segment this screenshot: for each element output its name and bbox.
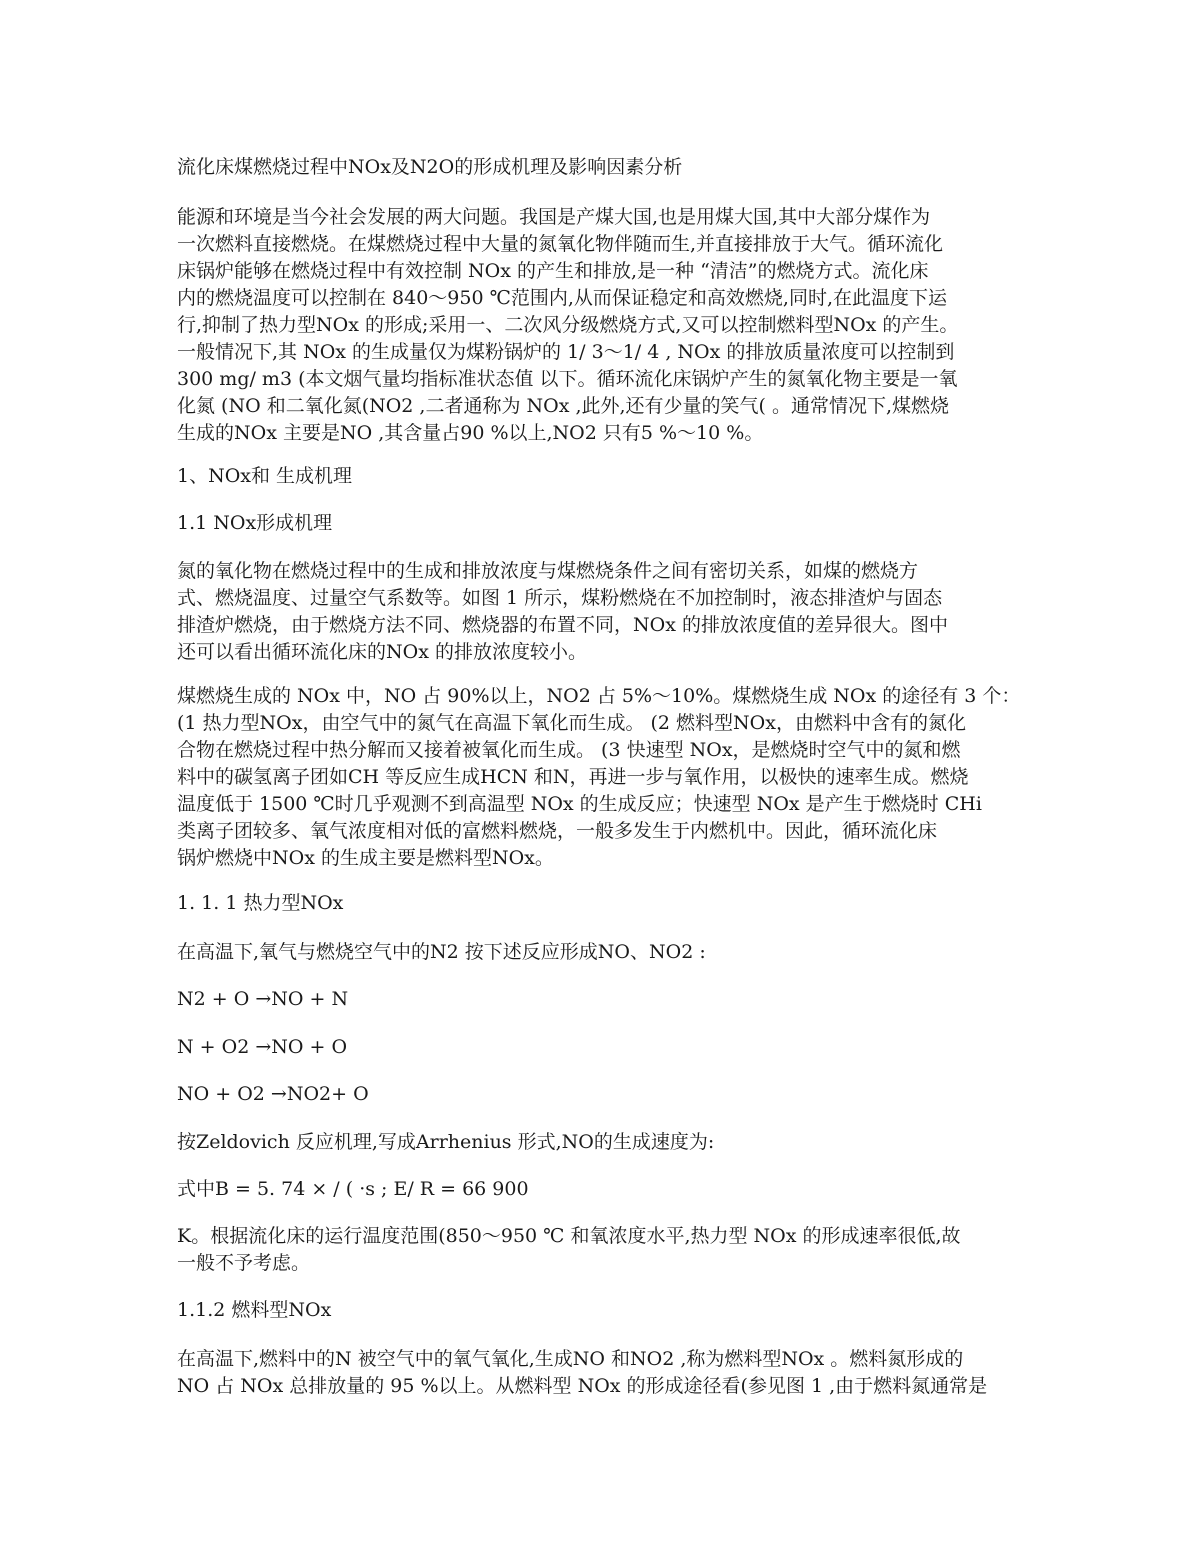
reaction-equation-3: NO + O2 →NO2+ O: [177, 1083, 369, 1105]
nox-pathways-paragraph: 煤燃烧生成的 NOx 中，NO 占 90%以上，NO2 占 5%～10%。煤燃烧生成 NOx 的途径有 3 个： (1 热力型NOx，由空气中的氮气在高温下氧化而生成。 (2 燃料型NOx，由燃料中含有的氮化 合物在燃烧过程中热分解而又接着被氧化而生成。 (3 快速型 NOx，是燃烧时空气中的氮和燃 料中的碳氢离子团如CH 等反应生成HCN 和N，再进一步与氧作用，以极快的速率生成。燃烧 温度低于 1500 ℃时几乎观测不到高温型 NOx 的生成反应；快速型 NOx 是产生于燃烧时 CHi 类离子团较多、氧气浓度相对低的富燃料燃烧，一般多发生于内燃机中。因此，循环流化床 锅炉燃烧中NOx 的生成主要是燃料型NOx。: [177, 685, 1021, 869]
document-title: 流化床煤燃烧过程中NOx及N2O的形成机理及影响因素分析: [177, 156, 683, 178]
section-heading-1-1-2: 1.1.2 燃料型NOx: [177, 1299, 332, 1321]
nox-formation-paragraph: 氮的氧化物在燃烧过程中的生成和排放浓度与煤燃烧条件之间有密切关系，如煤的燃烧方 式、燃烧温度、过量空气系数等。如图 1 所示，煤粉燃烧在不加控制时，液态排渣炉与固态 排渣炉燃烧，由于燃烧方法不同、燃烧器的布置不同，NOx 的排放浓度值的差异很大。图中 还可以看出循环流化床的NOx 的排放浓度较小。: [177, 560, 948, 663]
intro-paragraph: 能源和环境是当今社会发展的两大问题。我国是产煤大国,也是用煤大国,其中大部分煤作为 一次燃料直接燃烧。在煤燃烧过程中大量的氮氧化物伴随而生,并直接排放于大气。循环流化 床锅炉能够在燃烧过程中有效控制 NOx 的产生和排放,是一种 “清洁”的燃烧方式。流化床 内的燃烧温度可以控制在 840～950 ℃范围内,从而保证稳定和高效燃烧,同时,在此温度下运 行,抑制了热力型NOx 的形成;采用一、二次风分级燃烧方式,又可以控制燃料型NOx 的产生。 一般情况下,其 NOx 的生成量仅为煤粉锅炉的 1/ 3～1/ 4 , NOx 的排放质量浓度可以控制到 300 mg/ m3 (本文烟气量均指标准状态值 以下。循环流化床锅炉产生的氮氧化物主要是一氧 化氮 (NO 和二氧化氮(NO2 ,二者通称为 NOx ,此外,还有少量的笑气( 。通常情况下,煤燃烧 生成的NOx 主要是NO ,其含量占90 %以上,NO2 只有5 %～10 %。: [177, 206, 959, 444]
rate-formula-line: 式中B = 5. 74 × / ( ·s ; E/ R = 66 900: [177, 1178, 529, 1200]
reaction-equation-1: N2 + O →NO + N: [177, 988, 349, 1010]
temperature-range-paragraph: K。根据流化床的运行温度范围(850～950 ℃ 和氧浓度水平,热力型 NOx 的形成速率很低,故 一般不予考虑。: [177, 1225, 961, 1274]
fuel-nox-paragraph: 在高温下,燃料中的N 被空气中的氧气氧化,生成NO 和NO2 ,称为燃料型NOx 。燃料氮形成的 NO 占 NOx 总排放量的 95 %以上。从燃料型 NOx 的形成途径看(参见图 1 ,由于燃料氮通常是: [177, 1348, 988, 1397]
zeldovich-paragraph: 按Zeldovich 反应机理,写成Arrhenius 形式,NO的生成速度为:: [177, 1131, 715, 1153]
section-heading-1: 1、NOx和 生成机理: [177, 465, 353, 487]
section-heading-1-1: 1.1 NOx形成机理: [177, 512, 333, 534]
section-heading-1-1-1: 1. 1. 1 热力型NOx: [177, 892, 344, 914]
thermal-nox-paragraph: 在高温下,氧气与燃烧空气中的N2 按下述反应形成NO、NO2 :: [177, 941, 706, 963]
reaction-equation-2: N + O2 →NO + O: [177, 1036, 348, 1058]
